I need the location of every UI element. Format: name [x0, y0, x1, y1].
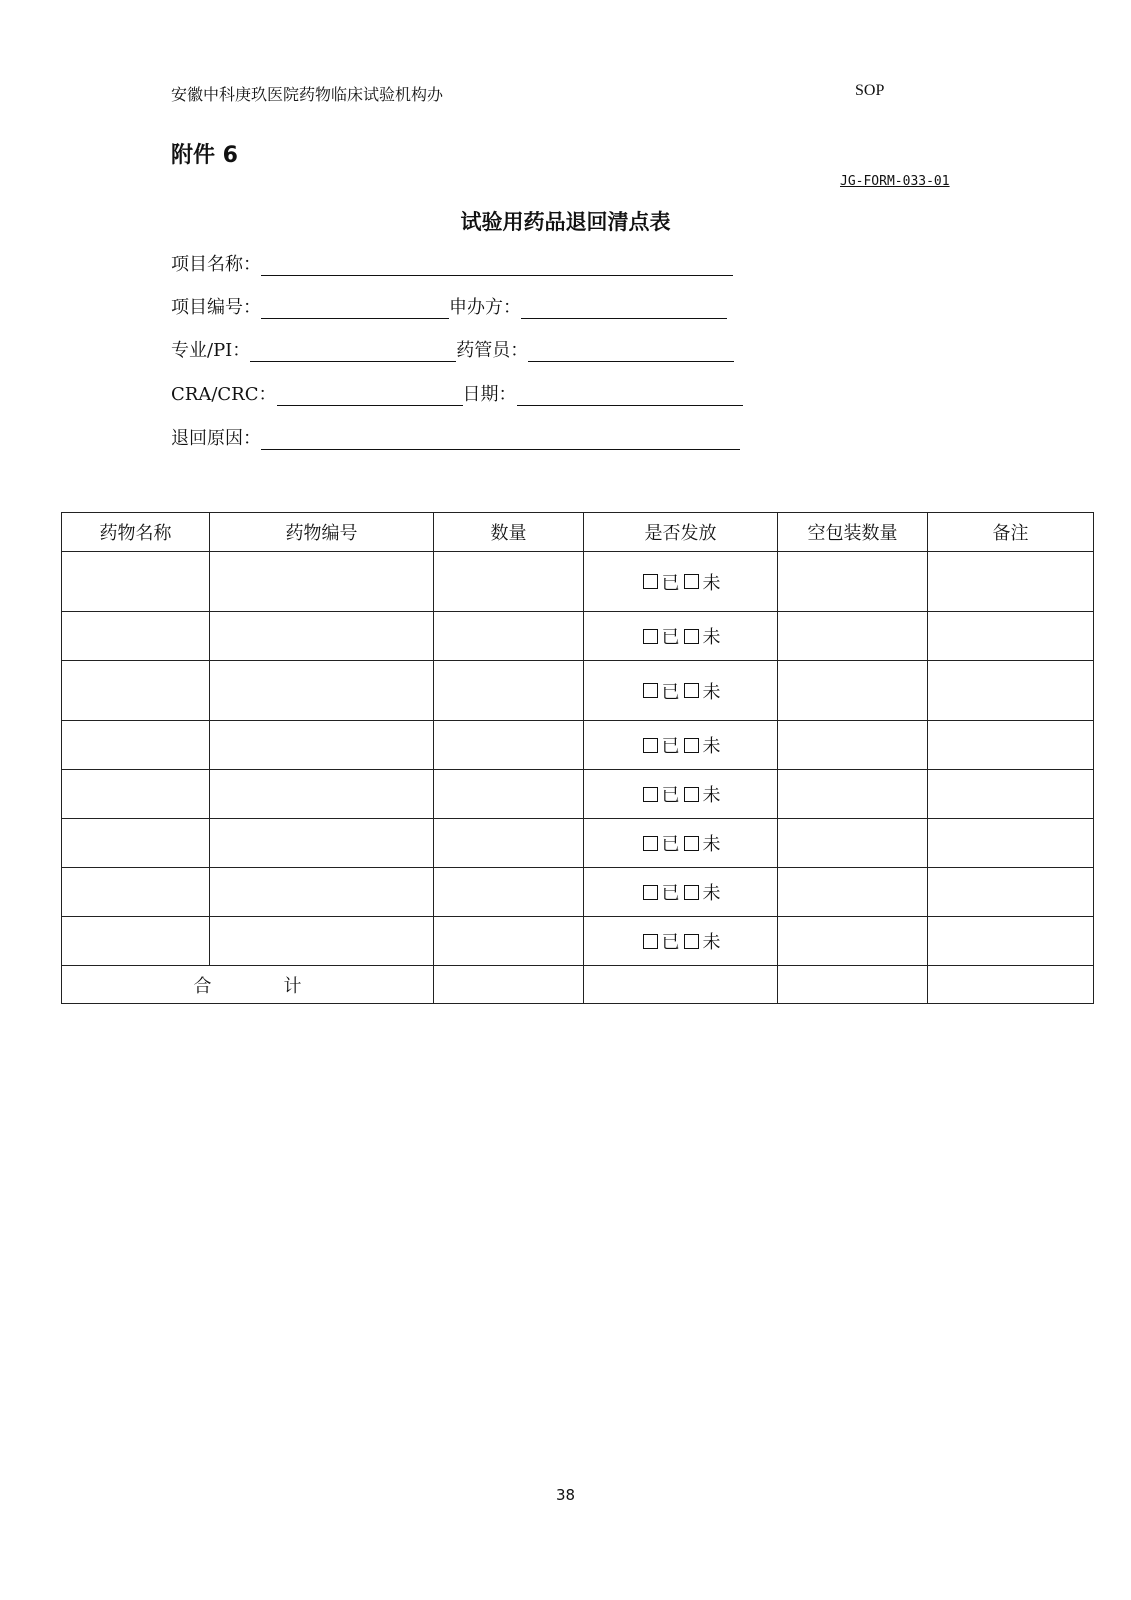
- col-header-remarks: 备注: [928, 513, 1094, 552]
- form-code: JG-FORM-033-01: [840, 174, 950, 189]
- table-row: [62, 819, 1094, 868]
- field-row-reason: [171, 424, 740, 450]
- drug-no-cell[interactable]: [210, 819, 434, 868]
- not-issued-checkbox[interactable]: [684, 574, 699, 589]
- project-name-line[interactable]: [261, 255, 733, 276]
- issued-checkbox[interactable]: [643, 574, 658, 589]
- total-empty-pack-cell[interactable]: [778, 966, 928, 1004]
- issued-label: 已: [661, 627, 680, 648]
- quantity-cell[interactable]: [434, 661, 584, 721]
- drug-name-cell[interactable]: [62, 721, 210, 770]
- issued-cell[interactable]: [584, 661, 778, 721]
- empty-pack-cell[interactable]: [778, 868, 928, 917]
- table-row: [62, 612, 1094, 661]
- total-issued-cell[interactable]: [584, 966, 778, 1004]
- remarks-cell[interactable]: [928, 552, 1094, 612]
- issued-cell[interactable]: [584, 770, 778, 819]
- pharmacist-line[interactable]: [528, 341, 734, 362]
- drug-name-cell[interactable]: [62, 868, 210, 917]
- issued-cell[interactable]: [584, 917, 778, 966]
- total-label-cell: [62, 966, 434, 1004]
- issued-cell[interactable]: [584, 868, 778, 917]
- quantity-cell[interactable]: [434, 770, 584, 819]
- issued-cell[interactable]: [584, 721, 778, 770]
- not-issued-checkbox[interactable]: [684, 629, 699, 644]
- empty-pack-cell[interactable]: [778, 552, 928, 612]
- field-row-specialty: [171, 336, 734, 362]
- issued-checkbox-group: [641, 623, 721, 649]
- return-reason-label: 退回原因：: [171, 428, 261, 449]
- issued-cell[interactable]: [584, 612, 778, 661]
- issued-checkbox[interactable]: [643, 885, 658, 900]
- empty-pack-cell[interactable]: [778, 721, 928, 770]
- issued-checkbox-group: [641, 569, 721, 595]
- pharmacist-label: 药管员：: [456, 340, 529, 361]
- issued-label: 已: [661, 736, 680, 757]
- remarks-cell[interactable]: [928, 819, 1094, 868]
- not-issued-checkbox[interactable]: [684, 738, 699, 753]
- not-issued-label: 未: [702, 681, 721, 703]
- drug-name-cell[interactable]: [62, 612, 210, 661]
- drug-name-cell[interactable]: [62, 819, 210, 868]
- specialty-pi-line[interactable]: [250, 341, 456, 362]
- drug-no-cell[interactable]: [210, 868, 434, 917]
- table-row: [62, 661, 1094, 721]
- not-issued-label: 未: [702, 627, 721, 648]
- col-header-issued: 是否发放: [584, 513, 778, 552]
- return-table: [61, 512, 1094, 1004]
- issued-label: 已: [661, 883, 680, 904]
- field-row-project-no: [171, 293, 727, 319]
- field-row-project-name: [171, 250, 733, 276]
- issued-checkbox[interactable]: [643, 683, 658, 698]
- not-issued-checkbox[interactable]: [684, 934, 699, 949]
- not-issued-label: 未: [702, 572, 721, 594]
- empty-pack-cell[interactable]: [778, 819, 928, 868]
- form-title: 试验用药品退回清点表: [460, 210, 671, 234]
- quantity-cell[interactable]: [434, 819, 584, 868]
- issued-checkbox[interactable]: [643, 787, 658, 802]
- project-name-label: 项目名称：: [171, 254, 261, 275]
- issued-checkbox[interactable]: [643, 836, 658, 851]
- issued-checkbox[interactable]: [643, 629, 658, 644]
- empty-pack-cell[interactable]: [778, 917, 928, 966]
- issued-label: 已: [661, 681, 680, 703]
- quantity-cell[interactable]: [434, 917, 584, 966]
- not-issued-label: 未: [702, 932, 721, 953]
- issued-label: 已: [661, 834, 680, 855]
- issued-label: 已: [661, 572, 680, 594]
- remarks-cell[interactable]: [928, 917, 1094, 966]
- quantity-cell[interactable]: [434, 612, 584, 661]
- drug-no-cell[interactable]: [210, 552, 434, 612]
- quantity-cell[interactable]: [434, 721, 584, 770]
- not-issued-label: 未: [702, 883, 721, 904]
- issued-checkbox-group: [641, 879, 721, 905]
- total-right-char: 计: [283, 975, 302, 997]
- cra-crc-line[interactable]: [277, 385, 463, 406]
- sponsor-line[interactable]: [521, 298, 727, 319]
- issued-checkbox-group: [641, 830, 721, 856]
- cra-crc-label: CRA/CRC：: [171, 384, 277, 405]
- drug-name-cell[interactable]: [62, 770, 210, 819]
- header-org: 安徽中科庚玖医院药物临床试验机构办: [171, 85, 444, 104]
- issued-cell[interactable]: [584, 819, 778, 868]
- attachment-label: 附件 6: [171, 143, 238, 168]
- not-issued-checkbox[interactable]: [684, 787, 699, 802]
- remarks-cell[interactable]: [928, 661, 1094, 721]
- drug-name-cell[interactable]: [62, 917, 210, 966]
- table-row: [62, 721, 1094, 770]
- remarks-cell[interactable]: [928, 612, 1094, 661]
- total-row: [62, 966, 1094, 1004]
- total-remarks-cell[interactable]: [928, 966, 1094, 1004]
- drug-no-cell[interactable]: [210, 661, 434, 721]
- table-row: [62, 552, 1094, 612]
- not-issued-label: 未: [702, 785, 721, 806]
- project-no-line[interactable]: [261, 298, 449, 319]
- date-line[interactable]: [517, 385, 743, 406]
- issued-checkbox-group: [641, 732, 721, 758]
- drug-no-cell[interactable]: [210, 612, 434, 661]
- col-header-quantity: 数量: [434, 513, 584, 552]
- table-header-row: [62, 513, 1094, 552]
- drug-no-cell[interactable]: [210, 917, 434, 966]
- remarks-cell[interactable]: [928, 721, 1094, 770]
- not-issued-label: 未: [702, 736, 721, 757]
- not-issued-label: 未: [702, 834, 721, 855]
- empty-pack-cell[interactable]: [778, 770, 928, 819]
- header-doc-type: SOP: [855, 82, 885, 99]
- table-row: [62, 770, 1094, 819]
- col-header-empty-pack: 空包装数量: [778, 513, 928, 552]
- remarks-cell[interactable]: [928, 770, 1094, 819]
- issued-checkbox-group: [641, 928, 721, 954]
- col-header-drug-no: 药物编号: [210, 513, 434, 552]
- drug-name-cell[interactable]: [62, 661, 210, 721]
- issued-label: 已: [661, 785, 680, 806]
- issued-checkbox[interactable]: [643, 738, 658, 753]
- drug-no-cell[interactable]: [210, 770, 434, 819]
- specialty-pi-label: 专业/PI：: [171, 340, 251, 361]
- not-issued-checkbox[interactable]: [684, 683, 699, 698]
- page-number: 38: [555, 1486, 576, 1504]
- sponsor-label: 申办方：: [449, 297, 521, 318]
- date-label: 日期：: [462, 384, 517, 405]
- field-row-cra: [171, 380, 743, 406]
- remarks-cell[interactable]: [928, 868, 1094, 917]
- total-quantity-cell[interactable]: [434, 966, 584, 1004]
- return-reason-line[interactable]: [261, 429, 740, 450]
- project-no-label: 项目编号：: [171, 297, 261, 318]
- quantity-cell[interactable]: [434, 552, 584, 612]
- issued-label: 已: [661, 932, 680, 953]
- col-header-drug-name: 药物名称: [62, 513, 210, 552]
- issued-checkbox[interactable]: [643, 934, 658, 949]
- drug-no-cell[interactable]: [210, 721, 434, 770]
- drug-name-cell[interactable]: [62, 552, 210, 612]
- issued-checkbox-group: [641, 678, 721, 704]
- table-row: [62, 868, 1094, 917]
- not-issued-checkbox[interactable]: [684, 885, 699, 900]
- empty-pack-cell[interactable]: [778, 661, 928, 721]
- empty-pack-cell[interactable]: [778, 612, 928, 661]
- issued-checkbox-group: [641, 781, 721, 807]
- not-issued-checkbox[interactable]: [684, 836, 699, 851]
- quantity-cell[interactable]: [434, 868, 584, 917]
- total-left-char: 合: [193, 975, 212, 997]
- table-row: [62, 917, 1094, 966]
- issued-cell[interactable]: [584, 552, 778, 612]
